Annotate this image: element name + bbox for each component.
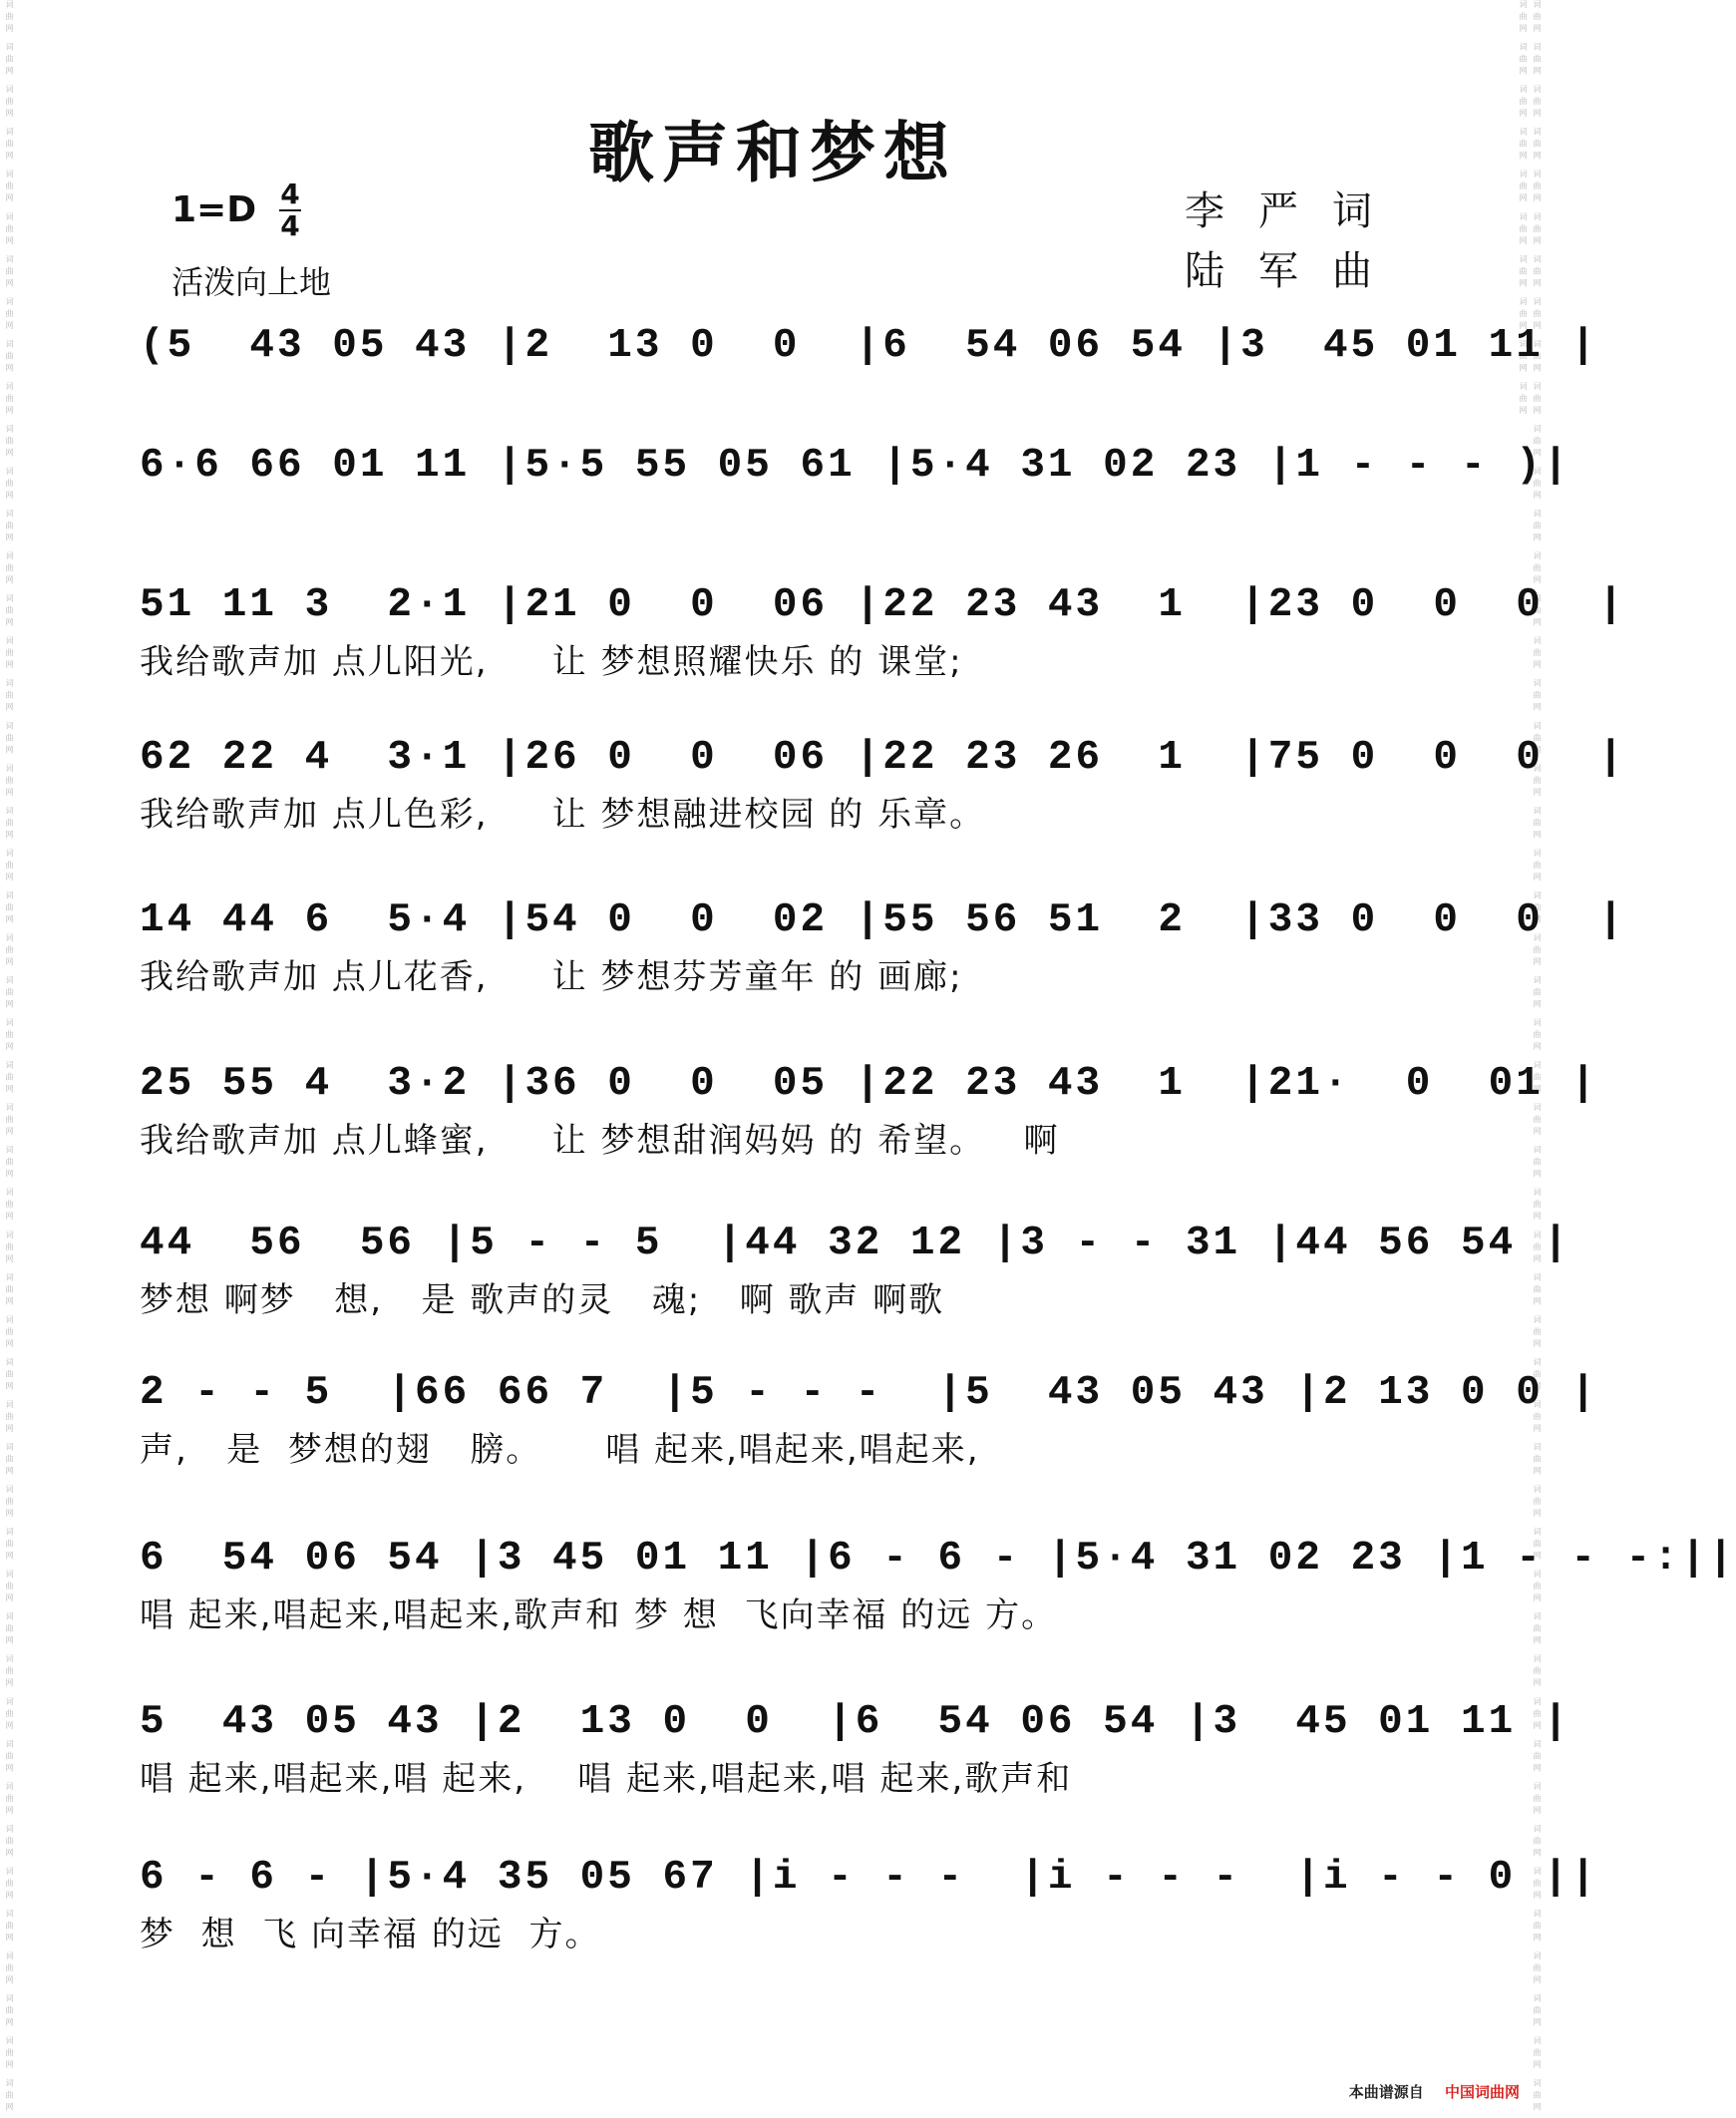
- lyricist-credit: 李严词: [1185, 188, 1406, 234]
- music-row-6: 25 55 4 3·2 |36 0 0 05 |22 23 43 1 |21· 0 01 |: [140, 1061, 1599, 1107]
- lyric-row-4: 我给歌声加 点儿色彩, 让 梦想融进校园 的 乐章。: [140, 795, 986, 835]
- song-title: 歌声和梦想: [588, 114, 957, 191]
- lyric-row-5: 我给歌声加 点儿花香, 让 梦想芬芳童年 的 画廊;: [140, 957, 963, 997]
- watermark-right: 词曲网 词曲网 词曲网 词曲网 词曲网 词曲网 词曲网 词曲网 词曲网 词曲网 词曲网 词曲网 词曲网 词曲网 词曲网 词曲网 词曲网 词曲网 词曲网 词曲网 词曲网 词曲网 词曲网 词曲网 词曲网 词曲网 词曲网 词曲网 词曲网 词曲网 词曲网 词曲网 词曲网 词曲网 词曲网 词曲网 词曲网 词曲网 词曲网 词曲网 词曲网 词曲网 词曲网 词曲网 词曲网 词曲网 词曲网 词曲网 词曲网 词曲网 词曲网 词曲网 词曲网 词曲网 词曲网 词曲网 词曲网 词曲网 词曲网 词曲网: [1519, 0, 1542, 2115]
- lyric-row-10: 唱 起来,唱起来,唱 起来, 唱 起来,唱起来,唱 起来,歌声和: [140, 1759, 1073, 1799]
- lyric-row-7: 梦想 啊梦 想, 是 歌声的灵 魂; 啊 歌声 啊歌: [140, 1280, 945, 1320]
- time-signature: [277, 179, 303, 241]
- watermark-left: 词曲网 词曲网 词曲网 词曲网 词曲网 词曲网 词曲网 词曲网 词曲网 词曲网 词曲网 词曲网 词曲网 词曲网 词曲网 词曲网 词曲网 词曲网 词曲网 词曲网 词曲网 词曲网 词曲网 词曲网 词曲网 词曲网 词曲网 词曲网 词曲网 词曲网 词曲网 词曲网 词曲网 词曲网 词曲网 词曲网 词曲网 词曲网 词曲网 词曲网 词曲网 词曲网 词曲网 词曲网 词曲网 词曲网 词曲网 词曲网 词曲网 词曲网: [5, 0, 14, 2115]
- music-row-7: 44 56 56 |5 - - 5 |44 32 12 |3 - - 31 |44 56 54 |: [140, 1221, 1571, 1266]
- lyric-row-3: 我给歌声加 点儿阳光, 让 梦想照耀快乐 的 课堂;: [140, 642, 963, 682]
- time-signature-bottom: 4: [280, 209, 300, 242]
- time-signature-top: 4: [280, 177, 300, 210]
- lyric-row-8: 声, 是 梦想的翅 膀。 唱 起来,唱起来,唱起来,: [140, 1430, 980, 1470]
- music-row-2: 6·6 66 01 11 |5·5 55 05 61 |5·4 31 02 23 |1 - - - )|: [140, 443, 1571, 489]
- music-row-8: 2 - - 5 |66 66 7 |5 - - - |5 43 05 43 |2 13 0 0 |: [140, 1370, 1599, 1416]
- music-row-4: 62 22 4 3·1 |26 0 0 06 |22 23 26 1 |75 0 0 0 |: [140, 735, 1626, 781]
- tempo-marking: 活泼向上地: [172, 263, 332, 301]
- footer-source: [1349, 2081, 1520, 2102]
- footer-source-label: 本曲谱源自: [1348, 2083, 1424, 2101]
- key-signature: 1=D: [172, 189, 257, 230]
- music-row-9: 6 54 06 54 |3 45 01 11 |6 - 6 - |5·4 31 02 23 |1 - - -:||: [140, 1536, 1736, 1582]
- composer-credit: 陆军曲: [1185, 248, 1406, 294]
- lyric-row-6: 我给歌声加 点儿蜂蜜, 让 梦想甜润妈妈 的 希望。 啊: [140, 1121, 1060, 1161]
- music-row-10: 5 43 05 43 |2 13 0 0 |6 54 06 54 |3 45 01 11 |: [140, 1699, 1571, 1745]
- music-row-1: (5 43 05 43 |2 13 0 0 |6 54 06 54 |3 45 01 11 |: [140, 323, 1599, 369]
- music-row-3: 51 11 3 2·1 |21 0 0 06 |22 23 43 1 |23 0 0 0 |: [140, 582, 1626, 628]
- footer-site-link[interactable]: 中国词曲网: [1444, 2083, 1520, 2101]
- music-row-11: 6 - 6 - |5·4 35 05 67 |i - - - |i - - - |i - - 0 ||: [140, 1855, 1599, 1901]
- lyric-row-9: 唱 起来,唱起来,唱起来,歌声和 梦 想 飞向幸福 的远 方。: [140, 1595, 1058, 1635]
- music-row-5: 14 44 6 5·4 |54 0 0 02 |55 56 51 2 |33 0 0 0 |: [140, 897, 1626, 943]
- lyric-row-11: 梦 想 飞 向幸福 的远 方。: [140, 1915, 601, 1954]
